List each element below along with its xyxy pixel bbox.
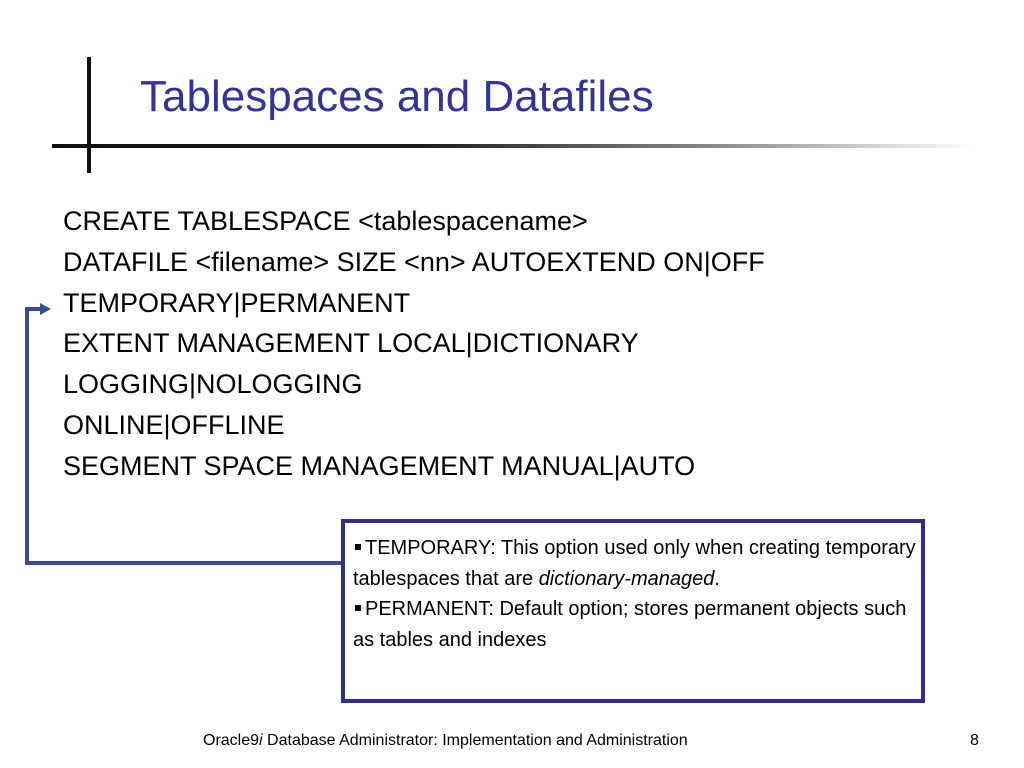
syntax-block	[63, 201, 765, 487]
syntax-line-logging: LOGGING|NOLOGGING	[63, 369, 363, 400]
syntax-line-create: CREATE TABLESPACE <tablespacename>	[63, 206, 588, 236]
syntax-line-extent-management: EXTENT MANAGEMENT LOCAL|DICTIONARY	[63, 328, 639, 359]
note-temporary-end: .	[714, 567, 720, 590]
syntax-line-temporary-permanent: TEMPORARY|PERMANENT	[63, 287, 411, 318]
note-temporary-text: TEMPORARY: This option used only when creating temporary tablespaces that are	[353, 537, 916, 590]
bullet-icon	[355, 605, 361, 611]
note-permanent	[353, 594, 919, 655]
arrowhead-icon	[40, 303, 51, 315]
note-box	[341, 519, 925, 703]
slide-title: Tablespaces and Datafiles	[140, 72, 654, 121]
title-vertical-rule	[87, 57, 91, 173]
footer-prefix: Oracle9	[203, 732, 260, 749]
footer-italic-i: i	[259, 732, 263, 749]
syntax-line-online: ONLINE|OFFLINE	[63, 409, 285, 440]
footer-text	[203, 732, 688, 750]
note-temporary	[353, 533, 919, 594]
note-temporary-emphasis: dictionary-managed	[538, 567, 715, 590]
footer-suffix: Database Administrator: Implementation and Administration	[262, 732, 688, 749]
title-horizontal-rule	[52, 144, 972, 148]
note-permanent-text: PERMANENT: Default option; stores permanent objects such as tables and indexes	[353, 598, 907, 651]
syntax-line-datafile: DATAFILE <filename> SIZE <nn> AUTOEXTEND ON|OFF	[63, 246, 765, 277]
page-number: 8	[970, 732, 979, 749]
syntax-line-segment-space: SEGMENT SPACE MANAGEMENT MANUAL|AUTO	[63, 450, 696, 481]
note-content	[353, 533, 919, 655]
bullet-icon	[355, 544, 361, 550]
